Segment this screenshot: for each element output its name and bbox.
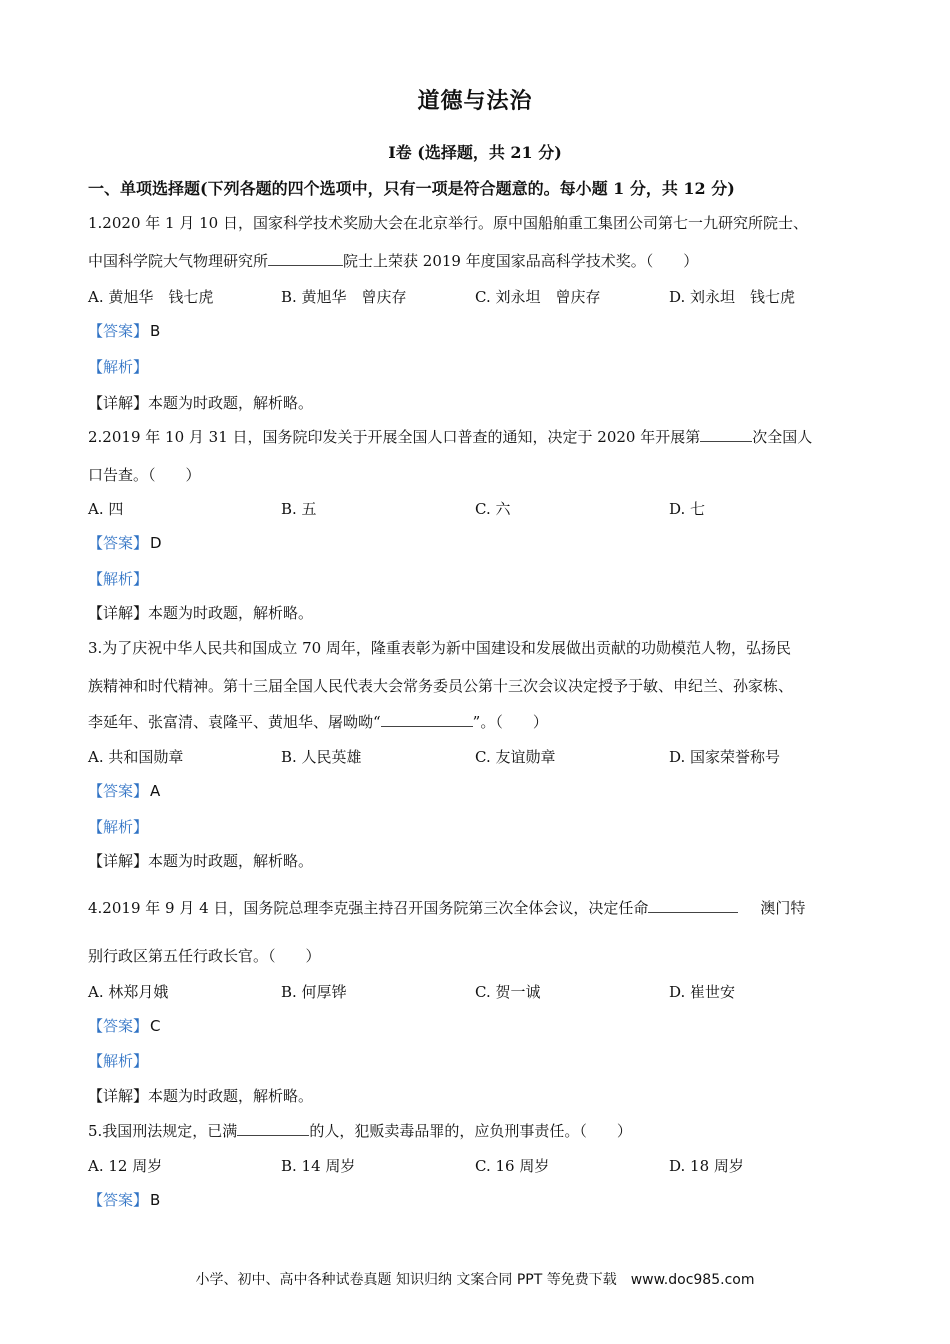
q5-option-b: B. 14 周岁 [281, 1157, 356, 1175]
q5-option-a: A. 12 周岁 [88, 1157, 163, 1175]
detail-text: 本题为时政题，解析略。 [148, 852, 314, 870]
q2-line-1 [88, 426, 812, 447]
answer-blank [237, 1121, 309, 1136]
q1-line-2 [88, 250, 698, 271]
q4-option-d: D. 崔世安 [669, 983, 736, 1001]
analysis-label: 【解析】 [88, 818, 149, 836]
q3-analysis [88, 816, 148, 837]
part-heading: Ⅰ卷 (选择题，共 21 分) [388, 143, 562, 162]
q5-option-c: C. 16 周岁 [475, 1157, 550, 1175]
q5-line-1 [88, 1120, 632, 1141]
detail-text: 本题为时政题，解析略。 [148, 604, 314, 622]
q4-line-1 [88, 897, 805, 918]
q1-option-a: A. 黄旭华 钱七虎 [88, 288, 214, 306]
analysis-label: 【解析】 [88, 358, 149, 376]
detail-text: 本题为时政题，解析略。 [148, 1087, 314, 1105]
answer-label: 【答案】 [88, 322, 149, 340]
q2-detail [88, 602, 313, 623]
q1-option-c: C. 刘永坦 曾庆存 [475, 288, 601, 306]
q1-detail [88, 392, 313, 413]
q3-option-b: B. 人民英雄 [281, 748, 362, 766]
q4-line-1-start: 4.2019 年 9 月 4 日，国务院总理李克强主持召开国务院第三次全体会议，决定任命 [88, 899, 649, 917]
q4-option-b: B. 何厚铧 [281, 983, 347, 1001]
q1-analysis [88, 356, 148, 377]
q3-option-d: D. 国家荣誉称号 [669, 748, 781, 766]
q3-line-2: 族精神和时代精神。第十三届全国人民代表大会常务委员公第十三次会议决定授予于敏、申纪兰、孙家栋、 [88, 677, 794, 695]
answer-value: B [150, 322, 161, 340]
answer-value: C [150, 1017, 161, 1035]
answer-value: A [150, 782, 161, 800]
q4-option-c: C. 贺一诚 [475, 983, 541, 1001]
section-heading: 一、单项选择题(下列各题的四个选项中，只有一项是符合题意的。每小题 1 分，共 12 分) [88, 179, 735, 198]
q3-option-c: C. 友谊勋章 [475, 748, 556, 766]
answer-blank [700, 427, 752, 442]
q5-option-d: D. 18 周岁 [669, 1157, 744, 1175]
answer-blank [268, 251, 343, 266]
answer-label: 【答案】 [88, 782, 149, 800]
q4-detail [88, 1085, 313, 1106]
q1-line-2-end: 院士上荣获 2019 年度国家品高科学技术奖。（ ） [343, 252, 699, 270]
q2-option-c: C. 六 [475, 500, 511, 518]
q3-line-3-start: 李延年、张富清、袁隆平、黄旭华、屠呦呦“ [88, 713, 381, 731]
answer-value: D [150, 534, 162, 552]
answer-blank [648, 898, 738, 913]
q2-option-a: A. 四 [88, 500, 124, 518]
q4-line-2: 别行政区第五任行政长官。（ ） [88, 947, 321, 965]
q2-line-1-end: 次全国人 [752, 428, 813, 446]
q4-option-a: A. 林郑月娥 [88, 983, 169, 1001]
q3-line-1: 3.为了庆祝中华人民共和国成立 70 周年，隆重表彰为新中国建设和发展做出贡献的功勋模范人物，弘扬民 [88, 639, 791, 657]
q5-line-1-end: 的人，犯贩卖毒品罪的，应负刑事责任。（ ） [309, 1122, 632, 1140]
q1-line-1: 1.2020 年 1 月 10 日，国家科学技术奖励大会在北京举行。原中国船舶重工集团公司第七一九研究所院士、 [88, 214, 808, 232]
q5-answer [88, 1189, 160, 1210]
q4-analysis [88, 1050, 148, 1071]
answer-label: 【答案】 [88, 534, 149, 552]
analysis-label: 【解析】 [88, 570, 149, 588]
q2-option-d: D. 七 [669, 500, 706, 518]
detail-label: 【详解】 [88, 1087, 149, 1105]
q2-line-1-start: 2.2019 年 10 月 31 日，国务院印发关于开展全国人口普查的通知，决定于 2020 年开展第 [88, 428, 701, 446]
q3-detail [88, 850, 313, 871]
detail-text: 本题为时政题，解析略。 [148, 394, 314, 412]
q3-line-3 [88, 711, 548, 732]
q2-answer [88, 532, 162, 553]
q2-line-2: 口告查。（ ） [88, 466, 201, 484]
q1-line-2-start: 中国科学院大气物理研究所 [88, 252, 269, 270]
answer-label: 【答案】 [88, 1017, 149, 1035]
q3-option-a: A. 共和国勋章 [88, 748, 184, 766]
answer-blank [381, 712, 473, 727]
q2-analysis [88, 568, 148, 589]
q1-answer [88, 320, 160, 341]
q3-line-3-end: ”。（ ） [472, 713, 548, 731]
q1-option-b: B. 黄旭华 曾庆存 [281, 288, 407, 306]
q5-line-1-start: 5.我国刑法规定，已满 [88, 1122, 238, 1140]
q4-answer [88, 1015, 161, 1036]
detail-label: 【详解】 [88, 394, 149, 412]
page-footer: 小学、初中、高中各种试卷真题 知识归纳 文案合同 PPT 等免费下载 www.doc985.com [195, 1272, 755, 1288]
q2-option-b: B. 五 [281, 500, 317, 518]
document-title: 道德与法治 [417, 88, 533, 114]
q1-option-d: D. 刘永坦 钱七虎 [669, 288, 796, 306]
answer-label: 【答案】 [88, 1191, 149, 1209]
detail-label: 【详解】 [88, 852, 149, 870]
answer-value: B [150, 1191, 161, 1209]
q3-answer [88, 780, 160, 801]
q4-line-1-end: 澳门特 [760, 899, 806, 917]
analysis-label: 【解析】 [88, 1052, 149, 1070]
detail-label: 【详解】 [88, 604, 149, 622]
